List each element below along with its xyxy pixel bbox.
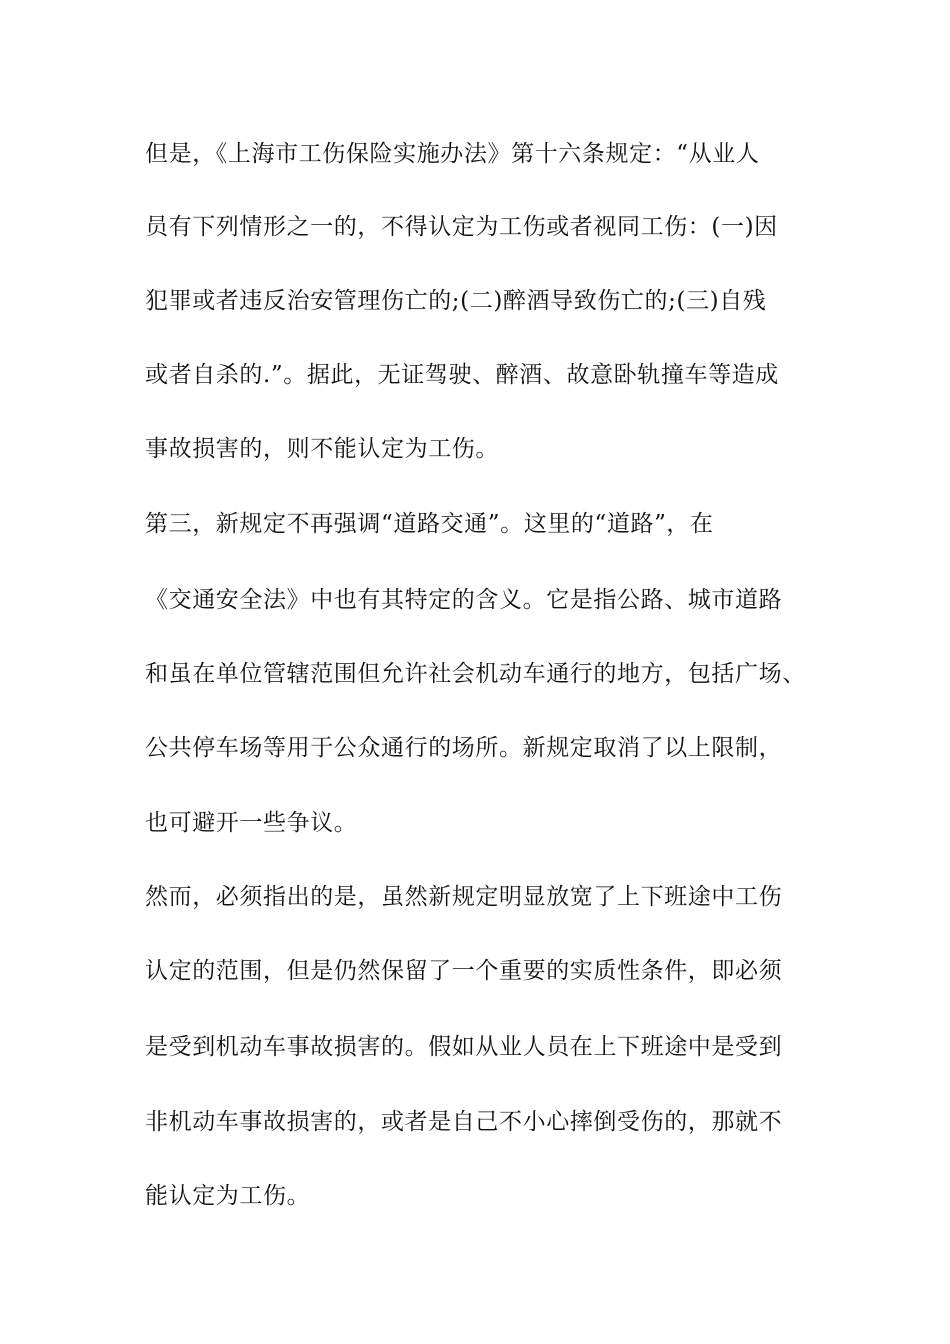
text-line: 犯罪或者违反治安管理伤亡的;(二)醉酒导致伤亡的;(三)自残 bbox=[145, 288, 767, 314]
text-line: 员有下列情形之一的，不得认定为工伤或者视同工伤：(一)因 bbox=[145, 214, 778, 240]
text-line: 能认定为工伤。 bbox=[145, 1183, 311, 1209]
text-line: 是受到机动车事故损害的。假如从业人员在上下班途中是受到 bbox=[145, 1034, 783, 1060]
text-line: 事故损害的，则不能认定为工伤。 bbox=[145, 436, 499, 462]
text-line: 或者自杀的.”。据此，无证驾驶、醉酒、故意卧轨撞车等造成 bbox=[145, 362, 779, 388]
text-line: 非机动车事故损害的，或者是自己不小心摔倒受伤的，那就不 bbox=[145, 1109, 783, 1135]
text-line: 也可避开一些争议。 bbox=[145, 810, 358, 836]
text-line: 但是，《上海市工伤保险实施办法》第十六条规定：“从业人 bbox=[145, 141, 760, 167]
text-line: 《交通安全法》中也有其特定的含义。它是指公路、城市道路 bbox=[145, 587, 783, 613]
text-line: 然而，必须指出的是，虽然新规定明显放宽了上下班途中工伤 bbox=[145, 884, 783, 910]
text-line: 认定的范围，但是仍然保留了一个重要的实质性条件，即必须 bbox=[145, 958, 783, 984]
text-line: 公共停车场等用于公众通行的场所。新规定取消了以上限制， bbox=[145, 735, 783, 761]
text-line: 和虽在单位管辖范围但允许社会机动车通行的地方，包括广场、 bbox=[145, 661, 806, 687]
text-line: 第三，新规定不再强调“道路交通”。这里的“道路”，在 bbox=[145, 511, 714, 537]
